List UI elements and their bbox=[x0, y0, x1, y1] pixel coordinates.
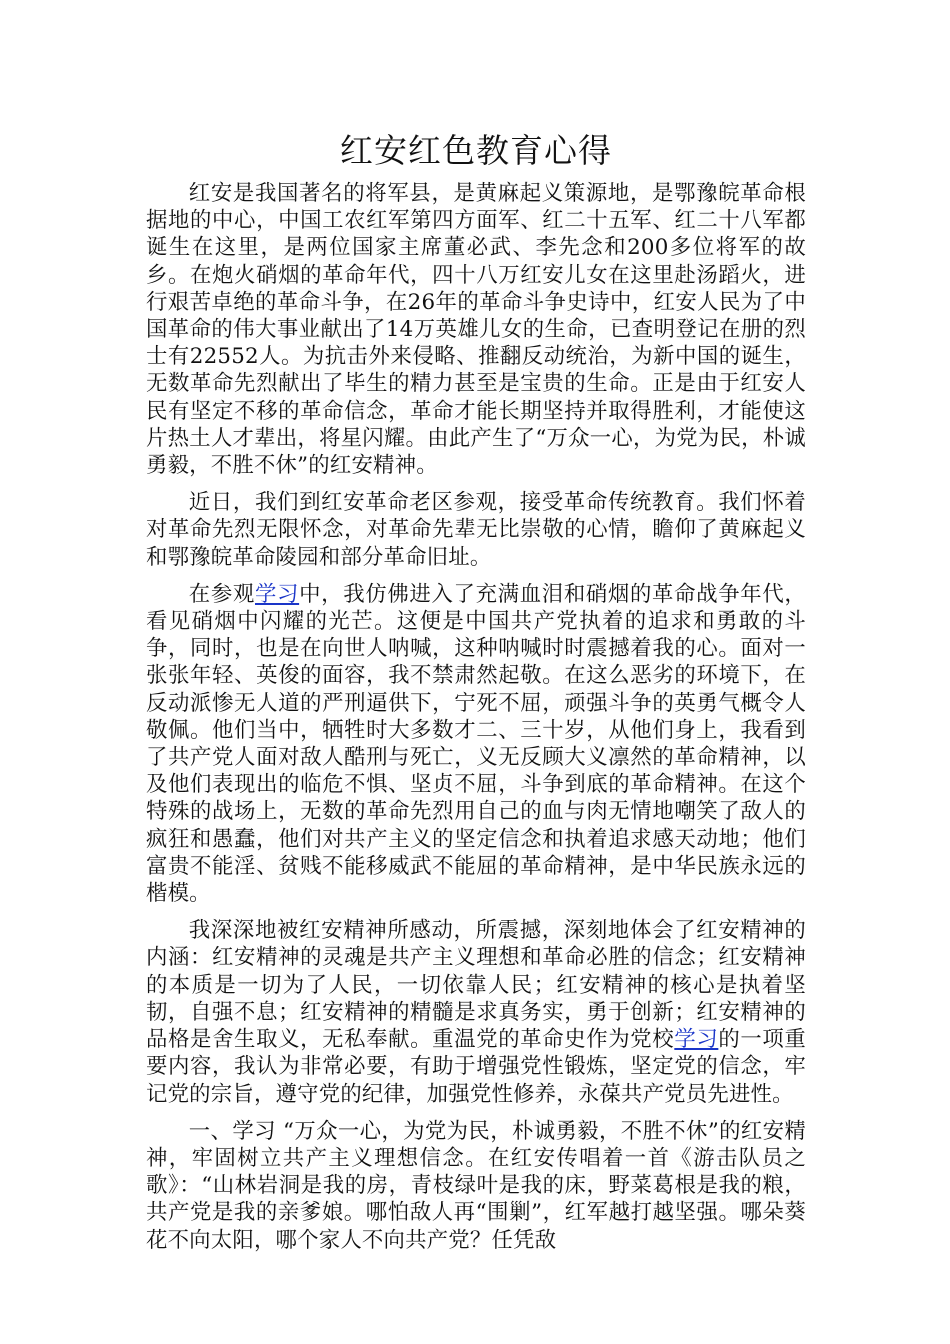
document-title: 红安红色教育心得 bbox=[340, 131, 612, 170]
paragraph-3-text-start: 在参观 bbox=[188, 581, 255, 607]
paragraph-4-text-start: 我深深地被红安精神所感动，所震撼，深刻地体会了红安精神的内涵：红安精神的灵魂是共产主义理想和革命必胜的信念；红安精神的本质是一切为了人民，一切依靠人民；红安精神的核心是执着坚韧，自强不息；红安精神的精髓是求真务实，勇于创新；红安精神的品格是舍生取义，无私奉献。重温党的革命史作为党校 bbox=[146, 918, 806, 1053]
paragraph-4 bbox=[146, 917, 806, 1107]
paragraph-4-text-end: 的一项重要内容，我认为非常必要，有助于增强党性锻炼，坚定党的信念，牢记党的宗旨，遵守党的纪律，加强党性修养，永葆共产党员先进性。 bbox=[146, 1027, 806, 1107]
paragraph-1: 红安是我国著名的将军县，是黄麻起义策源地，是鄂豫皖革命根据地的中心，中国工农红军第四方面军、红二十五军、红二十八军都诞生在这里，是两位国家主席董必武、李先念和200多位将军的故乡。在炮火硝烟的革命年代，四十八万红安儿女在这里赴汤蹈火，进行艰苦卓绝的革命斗争，在26年的革命斗争史诗中，红安人民为了中国革命的伟大事业献出了14万英雄儿女的生命，已查明登记在册的烈士有22552人。为抗击外来侵略、推翻反动统治，为新中国的诞生，无数革命先烈献出了毕生的精力甚至是宝贵的生命。正是由于红安人民有坚定不移的革命信念，革命才能长期坚持并取得胜利，才能使这片热土人才辈出，将星闪耀。由此产生了“万众一心，为党为民，朴诚勇毅，不胜不休”的红安精神。 bbox=[146, 181, 806, 479]
paragraph-2: 近日，我们到红安革命老区参观，接受革命传统教育。我们怀着对革命先烈无限怀念，对革命先辈无比崇敬的心情，瞻仰了黄麻起义和鄂豫皖革命陵园和部分革命旧址。 bbox=[146, 490, 806, 570]
paragraph-3-text-end: 中，我仿佛进入了充满血泪和硝烟的革命战争年代，看见硝烟中闪耀的光芒。这便是中国共产党执着的追求和勇敢的斗争，同时，也是在向世人呐喊，这种呐喊时时震撼着我的心。面对一张张年轻、英俊的面容，我不禁肃然起敬。在这么恶劣的环境下，在反动派惨无人道的严刑逼供下，宁死不屈，顽强斗争的英勇气概令人敬佩。他们当中，牺牲时大多数才二、三十岁，从他们身上，我看到了共产党人面对敌人酷刑与死亡，义无反顾大义凛然的革命精神，以及他们表现出的临危不惧、坚贞不屈，斗争到底的革命精神。在这个特殊的战场上，无数的革命先烈用自己的血与肉无情地嘲笑了敌人的疯狂和愚蠢，他们对共产主义的坚定信念和执着追求感天动地；他们富贵不能淫、贫贱不能移威武不能屈的革命精神，是中华民族永远的楷模。 bbox=[146, 581, 806, 907]
paragraph-5: 一、学习 “万众一心，为党为民，朴诚勇毅，不胜不休”的红安精神，牢固树立共产主义理想信念。在红安传唱着一首《游击队员之歌》：“山林岩洞是我的房，青枝绿叶是我的床，野菜葛根是我的粮，共产党是我的亲爹娘。哪怕敌人再“围剿”，红军越打越坚强。哪朵葵花不向太阳，哪个家人不向共产党？任凭敌 bbox=[146, 1118, 806, 1253]
study-link[interactable]: 学习 bbox=[254, 581, 300, 607]
study-link[interactable]: 学习 bbox=[674, 1027, 719, 1053]
paragraph-3 bbox=[146, 581, 806, 907]
document-body bbox=[146, 130, 806, 1264]
